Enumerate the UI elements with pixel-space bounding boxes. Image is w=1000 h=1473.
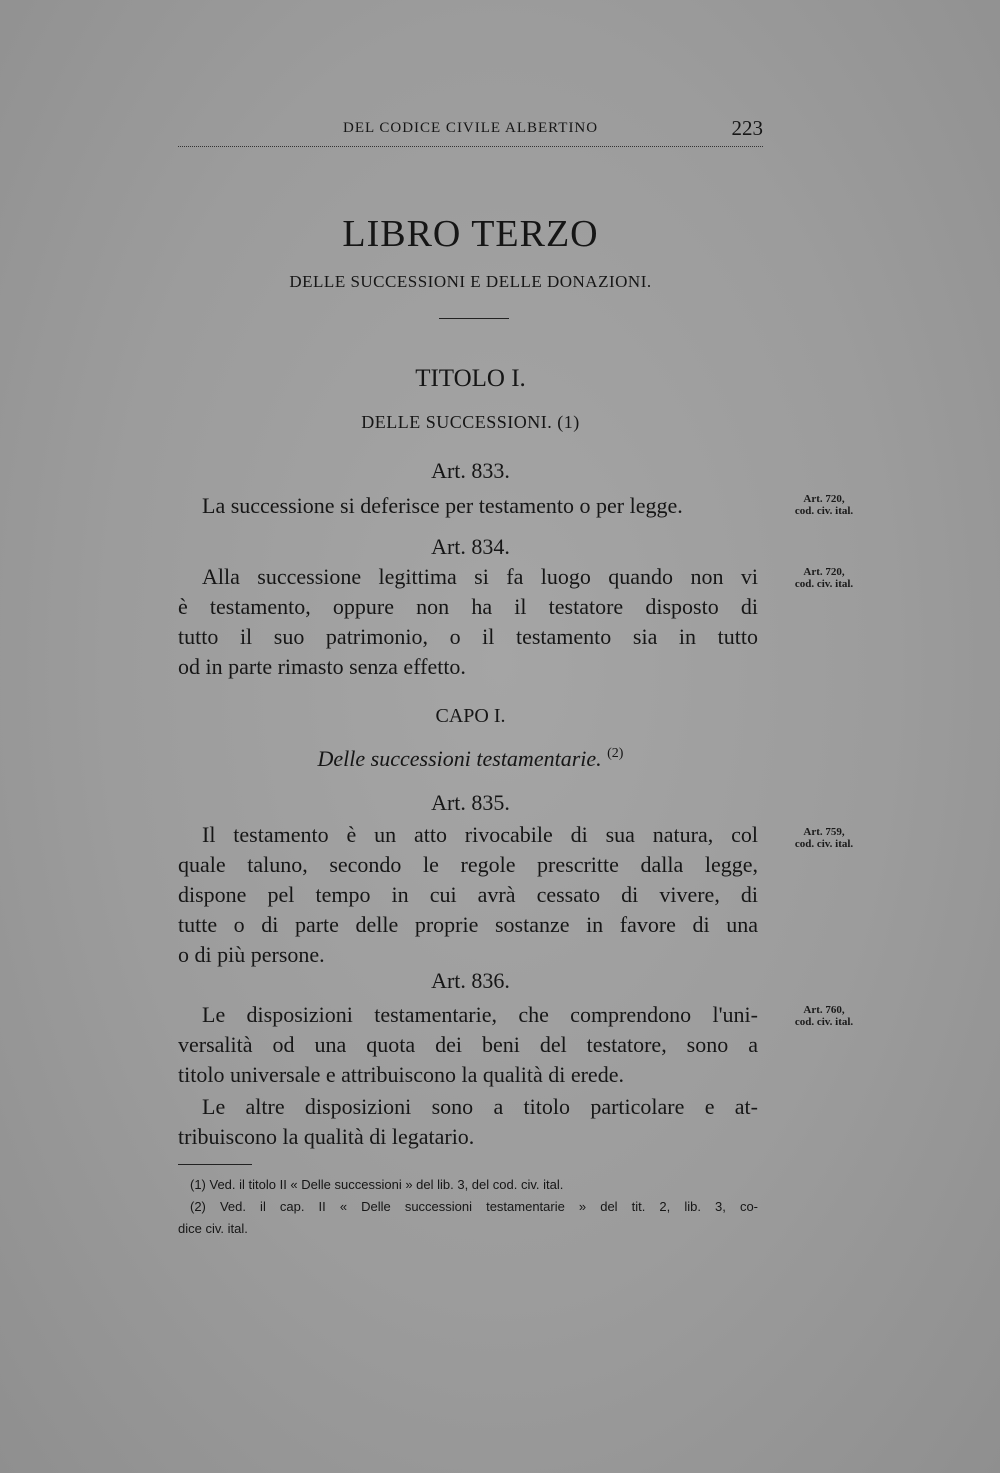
margin-note (778, 1004, 870, 1028)
article-text-line: od in parte rimasto senza effetto. (178, 654, 466, 679)
running-title: DEL CODICE CIVILE ALBERTINO (343, 120, 599, 136)
margin-note-line: cod. civ. ital. (794, 505, 854, 517)
margin-note-line: cod. civ. ital. (794, 838, 854, 850)
footnote-line: (2) Ved. il cap. II « Delle successioni testamentarie » del tit. 2, lib. 3, co- (190, 1199, 758, 1214)
footnote-reference: (2) (607, 746, 624, 761)
article-label: Art. 836. (431, 968, 510, 993)
article-text-line: dispone pel tempo in cui avrà cessato di vivere, di (178, 882, 758, 907)
page-number: 223 (731, 116, 763, 140)
section-divider (439, 318, 509, 319)
article-text-line: tutte o di parte delle proprie sostanze in favore di una (178, 912, 758, 937)
margin-note-line: cod. civ. ital. (794, 578, 854, 590)
article-text-line: Alla successione legittima si fa luogo quando non vi (202, 564, 758, 589)
titolo-subheading: DELLE SUCCESSIONI. (1) (361, 412, 580, 432)
titolo-heading: TITOLO I. (415, 365, 526, 392)
margin-note (778, 493, 870, 517)
article-text-line: Il testamento è un atto rivocabile di sua natura, col (202, 822, 758, 847)
capo-heading: CAPO I. (435, 705, 506, 727)
article-text-line: è testamento, oppure non ha il testatore disposto di (178, 594, 758, 619)
margin-note-line: Art. 720, (803, 493, 845, 505)
article-text-line: La successione si deferisce per testamento o per legge. (202, 493, 683, 518)
margin-note-line: Art. 720, (803, 566, 845, 578)
margin-note-line: cod. civ. ital. (794, 1016, 854, 1028)
article-label: Art. 833. (431, 458, 510, 483)
article-text-line: versalità od una quota dei beni del testatore, sono a (178, 1032, 758, 1057)
capo-subheading-text: Delle successioni testamentarie. (317, 746, 602, 771)
article-label: Art. 835. (431, 790, 510, 815)
article-text-line: Le altre disposizioni sono a titolo particolare e at- (202, 1094, 758, 1119)
book-title: LIBRO TERZO (342, 213, 599, 255)
footnote-line: dice civ. ital. (178, 1221, 248, 1236)
margin-note (778, 826, 870, 850)
capo-subheading (178, 746, 763, 772)
article-text-line: tutto il suo patrimonio, o il testamento sia in tutto (178, 624, 758, 649)
article-text-line: quale taluno, secondo le regole prescritte dalla legge, (178, 852, 758, 877)
footnote-line: (1) Ved. il titolo II « Delle successioni » del lib. 3, del cod. civ. ital. (190, 1177, 564, 1192)
running-header (178, 118, 763, 147)
footnote-divider (178, 1164, 252, 1165)
article-text-line: Le disposizioni testamentarie, che comprendono l'uni- (202, 1002, 758, 1027)
article-text-line: titolo universale e attribuiscono la qualità di erede. (178, 1062, 624, 1087)
margin-note-line: Art. 760, (803, 1004, 845, 1016)
margin-note (778, 566, 870, 590)
article-label: Art. 834. (431, 534, 510, 559)
article-text-line: tribuiscono la qualità di legatario. (178, 1124, 475, 1149)
article-text-line: o di più persone. (178, 942, 325, 967)
book-subtitle: DELLE SUCCESSIONI E DELLE DONAZIONI. (289, 272, 652, 291)
margin-note-line: Art. 759, (803, 826, 845, 838)
